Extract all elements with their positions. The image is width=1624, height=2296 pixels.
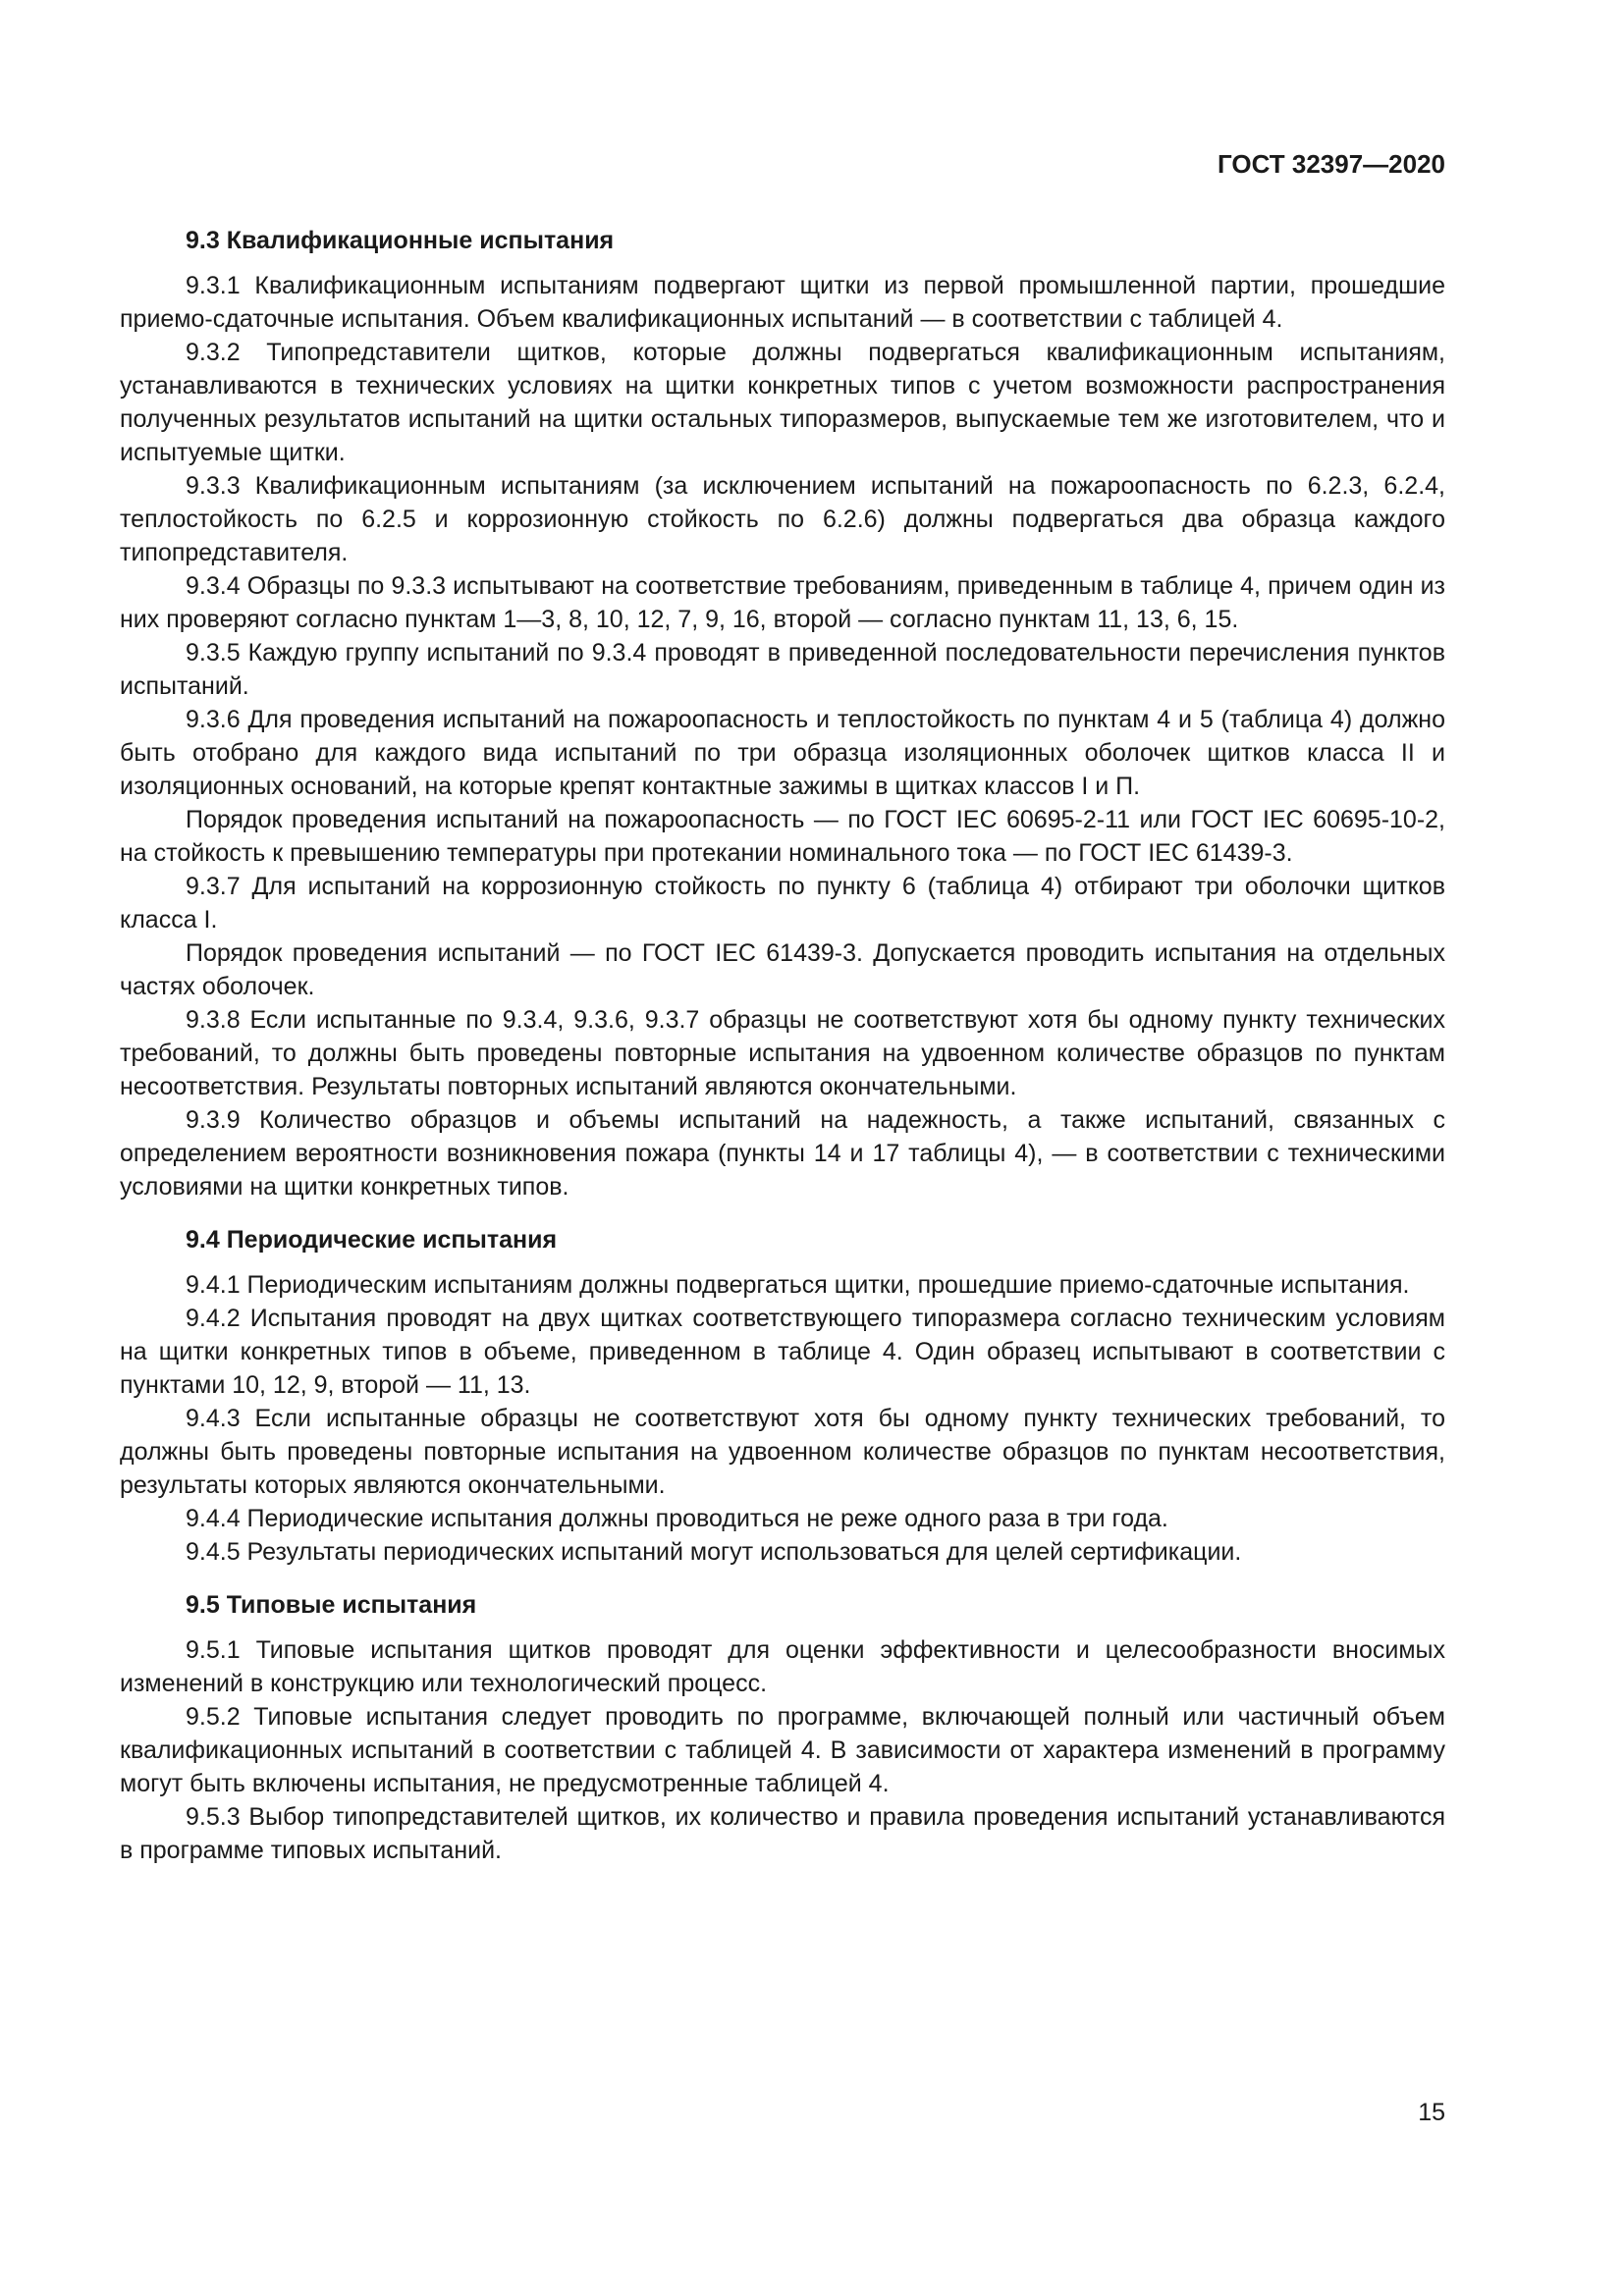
paragraph-9-4-3: 9.4.3 Если испытанные образцы не соответствуют хотя бы одному пункту технических требований, то должны быть проведены повторные испытания на удвоенном количестве образцов по пунктам несоответствия, результаты которых являются окончательными.	[120, 1405, 1445, 1499]
paragraph-9-3-2: 9.3.2 Типопредставители щитков, которые должны подвергаться квалификационным испытаниям, устанавливаются в технических условиях на щитки конкретных типов с учетом возможности распространения полученных результатов испытаний на щитки остальных типоразмеров, выпускаемые тем же изготовителем, что и испытуемые щитки.	[120, 339, 1445, 466]
paragraph-9-5-2: 9.5.2 Типовые испытания следует проводить по программе, включающей полный или частичный объем квалификационных испытаний в соответствии с таблицей 4. В зависимости от характера изменений в программу могут быть включены испытания, не предусмотренные таблицей 4.	[120, 1703, 1445, 1797]
section-9-5	[120, 1588, 1445, 1867]
document-id: ГОСТ 32397—2020	[1218, 149, 1445, 179]
document-body	[120, 224, 1445, 1867]
paragraph-9-4-2: 9.4.2 Испытания проводят на двух щитках соответствующего типоразмера согласно техническим условиям на щитки конкретных типов в объеме, приведенном в таблице 4. Один образец испытывают в соответствии с пунктами 10, 12, 9, второй — 11, 13.	[120, 1305, 1445, 1399]
paragraph-9-5-1: 9.5.1 Типовые испытания щитков проводят для оценки эффективности и целесообразности вносимых изменений в конструкцию или технологический процесс.	[120, 1636, 1445, 1697]
paragraph-9-3-7: 9.3.7 Для испытаний на коррозионную стойкость по пункту 6 (таблица 4) отбирают три оболочки щитков класса I.	[120, 873, 1445, 934]
section-title: 9.4 Периодические испытания	[186, 1226, 558, 1254]
paragraph-9-3-8: 9.3.8 Если испытанные по 9.3.4, 9.3.6, 9.3.7 образцы не соответствуют хотя бы одному пункту технических требований, то должны быть проведены повторные испытания на удвоенном количестве образцов по пунктам несоответствия. Результаты повторных испытаний являются окончательными.	[120, 1006, 1445, 1100]
paragraph-9-4-5: 9.4.5 Результаты периодических испытаний могут использоваться для целей сертификации.	[186, 1538, 1242, 1566]
paragraph-9-3-1: 9.3.1 Квалификационным испытаниям подвергают щитки из первой промышленной партии, прошедшие приемо-сдаточные испытания. Объем квалификационных испытаний — в соответствии с таблицей 4.	[120, 272, 1445, 333]
paragraph-9-3-6: 9.3.6 Для проведения испытаний на пожароопасность и теплостойкость по пунктам 4 и 5 (таблица 4) должно быть отобрано для каждого вида испытаний по три образца изоляционных оболочек щитков класса II и изоляционных оснований, на которые крепят контактные зажимы в щитках классов I и П.	[120, 706, 1445, 800]
section-9-4	[120, 1223, 1445, 1569]
paragraph-9-4-4: 9.4.4 Периодические испытания должны проводиться не реже одного раза в три года.	[186, 1505, 1168, 1532]
section-title: 9.3 Квалификационные испытания	[186, 227, 615, 254]
section-9-3	[120, 224, 1445, 1203]
paragraph-9-3-4: 9.3.4 Образцы по 9.3.3 испытывают на соответствие требованиям, приведенным в таблице 4, причем один из них проверяют согласно пунктам 1—3, 8, 10, 12, 7, 9, 16, второй — согласно пунктам 11, 13, 6, 15.	[120, 572, 1445, 633]
paragraph-9-3-6-procedure: Порядок проведения испытаний на пожароопасность — по ГОСТ IEC 60695-2-11 или ГОСТ IEC 60695-10-2, на стойкость к превышению температуры при протекании номинального тока — по ГОСТ IEC 61439-3.	[120, 806, 1445, 867]
paragraph-9-3-5: 9.3.5 Каждую группу испытаний по 9.3.4 проводят в приведенной последовательности перечисления пунктов испытаний.	[120, 639, 1445, 700]
paragraph-9-5-3: 9.5.3 Выбор типопредставителей щитков, их количество и правила проведения испытаний устанавливаются в программе типовых испытаний.	[120, 1803, 1445, 1864]
paragraph-9-3-3: 9.3.3 Квалификационным испытаниям (за исключением испытаний на пожароопасность по 6.2.3, 6.2.4, теплостойкость по 6.2.5 и коррозионную стойкость по 6.2.6) должны подвергаться два образца каждого типопредставителя.	[120, 472, 1445, 566]
page-number: 15	[1418, 2099, 1445, 2126]
paragraph-9-4-1: 9.4.1 Периодическим испытаниям должны подвергаться щитки, прошедшие приемо-сдаточные испытания.	[186, 1271, 1410, 1299]
paragraph-9-3-9: 9.3.9 Количество образцов и объемы испытаний на надежность, а также испытаний, связанных с определением вероятности возникновения пожара (пункты 14 и 17 таблицы 4), — в соответствии с техническими условиями на щитки конкретных типов.	[120, 1106, 1445, 1201]
section-title: 9.5 Типовые испытания	[186, 1591, 477, 1619]
paragraph-9-3-7-procedure: Порядок проведения испытаний — по ГОСТ IEC 61439-3. Допускается проводить испытания на отдельных частях оболочек.	[120, 939, 1445, 1000]
